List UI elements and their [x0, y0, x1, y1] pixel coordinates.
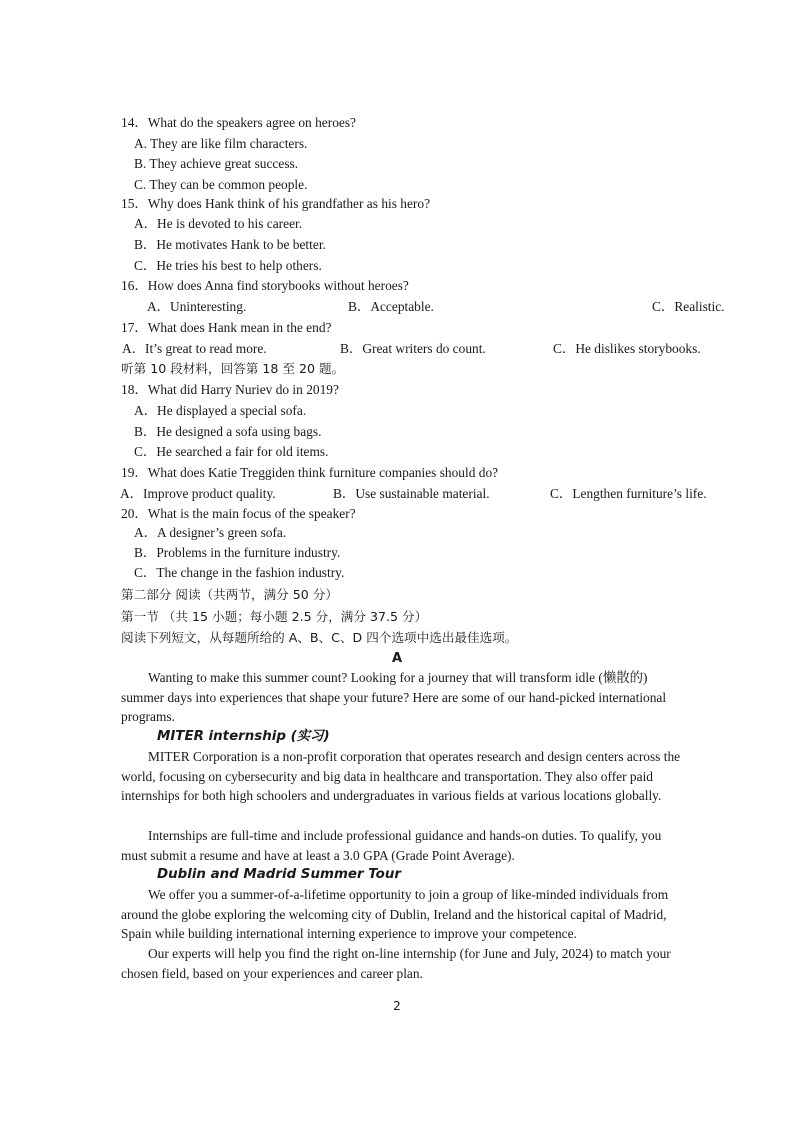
- passage-paragraph: Internships are full-time and include professional guidance and hands-on duties. To qualify, you must submit a resume and have at least a 3.0 GPA (Grade Point Average).: [121, 828, 662, 863]
- section-heading: 第一节 （共 15 小题；每小题 2.5 分，满分 37.5 分）: [121, 609, 428, 624]
- part-heading: 第二部分 阅读（共两节，满分 50 分）: [121, 587, 338, 602]
- question-stem: 16．How does Anna find storybooks without heroes?: [121, 278, 409, 293]
- question-option: A．Uninteresting.: [147, 299, 247, 314]
- passage-paragraph: Our experts will help you find the right on-line internship (for June and July, 2024) to match your chosen field, based on your experiences and career plan.: [121, 946, 671, 981]
- question-option: C．He tries his best to help others.: [134, 258, 322, 273]
- passage-paragraph: MITER Corporation is a non-profit corporation that operates research and design centers across the world, focusing on cybersecurity and big data in healthcare and transportation. They also offer paid internships for both high schoolers and undergraduates in various fields at various locations globally.: [121, 749, 681, 804]
- section-title: MITER internship (实习): [157, 729, 330, 744]
- question-stem: 14．What do the speakers agree on heroes?: [121, 115, 356, 130]
- question-option: A．He displayed a special sofa.: [134, 403, 307, 418]
- listening-instruction: 听第 10 段材料，回答第 18 至 20 题。: [121, 361, 345, 376]
- question-option: C．He dislikes storybooks.: [553, 341, 701, 356]
- question-option: B. They achieve great success.: [134, 156, 299, 171]
- question-stem: 19．What does Katie Treggiden think furniture companies should do?: [121, 465, 499, 480]
- question-option: A．A designer’s green sofa.: [134, 525, 287, 540]
- page-number: 2: [393, 999, 401, 1013]
- question-stem: 18．What did Harry Nuriev do in 2019?: [121, 382, 339, 397]
- question-option: B．Acceptable.: [348, 299, 434, 314]
- passage-letter: A: [391, 651, 403, 666]
- question-option: B．He designed a sofa using bags.: [134, 424, 322, 439]
- question-option: B．Use sustainable material.: [333, 486, 490, 501]
- question-option: B．He motivates Hank to be better.: [134, 237, 326, 252]
- question-option: A．He is devoted to his career.: [134, 216, 303, 231]
- question-option: A．It’s great to read more.: [122, 341, 267, 356]
- passage-paragraph: We offer you a summer-of-a-lifetime opportunity to join a group of like-minded individuals from around the globe exploring the welcoming city of Dublin, Ireland and the historical capital of Madrid, Spain while building international interning experience to improve your competence.: [121, 887, 669, 942]
- question-stem: 15．Why does Hank think of his grandfather as his hero?: [121, 196, 431, 211]
- question-option: B．Problems in the furniture industry.: [134, 545, 341, 560]
- question-option: A. They are like film characters.: [134, 136, 308, 151]
- reading-instruction: 阅读下列短文，从每题所给的 A、B、C、D 四个选项中选出最佳选项。: [121, 630, 518, 645]
- question-option: C．The change in the fashion industry.: [134, 565, 345, 580]
- question-option: C．Realistic.: [652, 299, 725, 314]
- question-option: C. They can be common people.: [134, 177, 308, 192]
- question-option: B．Great writers do count.: [340, 341, 486, 356]
- question-stem: 17．What does Hank mean in the end?: [121, 320, 332, 335]
- passage-intro: Wanting to make this summer count? Looking for a journey that will transform idle (懒散的) summer days into experiences that shape your future? Here are some of our hand-picked international programs.: [121, 670, 667, 725]
- section-title: Dublin and Madrid Summer Tour: [157, 867, 401, 882]
- question-option: C．He searched a fair for old items.: [134, 444, 329, 459]
- question-option: C．Lengthen furniture’s life.: [550, 486, 707, 501]
- question-option: A．Improve product quality.: [120, 486, 276, 501]
- question-stem: 20．What is the main focus of the speaker?: [121, 506, 356, 521]
